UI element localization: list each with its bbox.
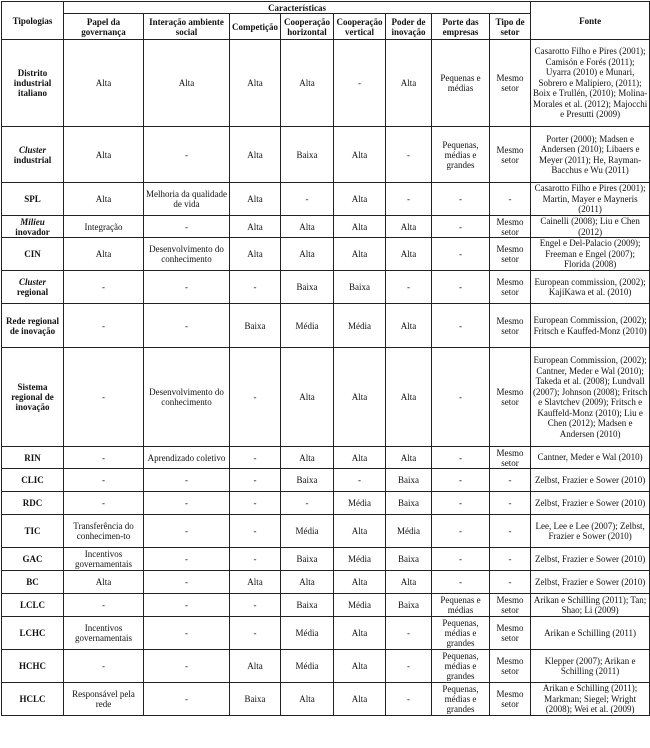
table-row bbox=[2, 650, 650, 683]
characteristic-cell: - bbox=[432, 548, 490, 571]
source-cell: Arikan e Schilling (2011); Tan; Shao; Li (2009) bbox=[531, 594, 650, 617]
characteristic-cell: Alta bbox=[64, 571, 144, 594]
source-cell: Arikan e Schilling (2011); Markman; Siegel; Wright (2008); Wei et al. (2009) bbox=[531, 683, 650, 716]
table-row bbox=[2, 469, 650, 492]
source-cell: Cantner, Meder e Wal (2010) bbox=[531, 447, 650, 469]
typology-cell bbox=[2, 447, 64, 469]
document-page bbox=[1, 1, 649, 716]
typology-name: industrial bbox=[13, 154, 52, 165]
source-cell: Arikan e Schilling (2011) bbox=[531, 617, 650, 650]
table-row bbox=[2, 617, 650, 650]
characteristic-cell: Alta bbox=[230, 183, 281, 216]
typologies-table bbox=[1, 1, 650, 716]
characteristic-cell: Média bbox=[386, 515, 432, 548]
characteristic-cell: Alta bbox=[386, 304, 432, 348]
characteristic-cell: Mesmo setor bbox=[490, 594, 531, 617]
typology-cell bbox=[2, 183, 64, 216]
characteristic-cell: Desenvolvimento do conhecimento bbox=[144, 238, 230, 271]
characteristic-cell: - bbox=[144, 469, 230, 492]
characteristic-cell: - bbox=[386, 127, 432, 183]
characteristic-cell: Mesmo setor bbox=[490, 271, 531, 304]
characteristic-cell: Média bbox=[334, 492, 386, 515]
characteristic-cell: - bbox=[432, 515, 490, 548]
characteristic-cell: Incentivos governamentais bbox=[64, 617, 144, 650]
table-row bbox=[2, 238, 650, 271]
typology-name: GAC bbox=[22, 554, 43, 564]
source-cell: Zelbst, Frazier e Sower (2010) bbox=[531, 469, 650, 492]
characteristic-cell: - bbox=[490, 183, 531, 216]
typology-cell bbox=[2, 271, 64, 304]
characteristic-cell: Alta bbox=[64, 40, 144, 127]
table-row bbox=[2, 515, 650, 548]
characteristic-cell: Alta bbox=[64, 238, 144, 271]
characteristic-cell: Pequenas, médias e grandes bbox=[432, 127, 490, 183]
characteristic-cell: - bbox=[230, 594, 281, 617]
header-tipologias: Tipologias bbox=[2, 2, 64, 40]
characteristic-cell: - bbox=[144, 304, 230, 348]
characteristic-cell: Média bbox=[334, 304, 386, 348]
typology-name: HCLC bbox=[19, 694, 46, 704]
characteristic-cell: Baixa bbox=[281, 548, 334, 571]
characteristic-cell: Alta bbox=[230, 571, 281, 594]
source-cell: Casarotto Filho e Pires (2001); Martin, Mayer e Mayneris (2011) bbox=[531, 183, 650, 216]
characteristic-cell: - bbox=[432, 469, 490, 492]
characteristic-cell: - bbox=[432, 304, 490, 348]
typology-cell bbox=[2, 548, 64, 571]
characteristic-cell: Alta bbox=[334, 650, 386, 683]
header-col-coop-horizontal: Cooperação horizontal bbox=[281, 14, 334, 40]
characteristic-cell: - bbox=[64, 594, 144, 617]
header-col-porte: Porte das empresas bbox=[432, 14, 490, 40]
characteristic-cell: - bbox=[64, 447, 144, 469]
table-row bbox=[2, 216, 650, 238]
characteristic-cell: - bbox=[230, 492, 281, 515]
characteristic-cell: Melhoria da qualidade de vida bbox=[144, 183, 230, 216]
characteristic-cell: - bbox=[230, 348, 281, 447]
characteristic-cell: Baixa bbox=[386, 469, 432, 492]
characteristic-cell: - bbox=[432, 447, 490, 469]
characteristic-cell: - bbox=[334, 40, 386, 127]
typology-name: SPL bbox=[24, 194, 41, 204]
characteristic-cell: - bbox=[432, 348, 490, 447]
typology-cell bbox=[2, 683, 64, 716]
characteristic-cell: Alta bbox=[281, 216, 334, 238]
characteristic-cell: Transferência do conhecimen-to bbox=[64, 515, 144, 548]
characteristic-cell: Alta bbox=[386, 238, 432, 271]
characteristic-cell: Alta bbox=[281, 683, 334, 716]
typology-name: LCHC bbox=[19, 628, 46, 638]
table-row bbox=[2, 40, 650, 127]
table-row bbox=[2, 594, 650, 617]
typology-cell bbox=[2, 594, 64, 617]
characteristic-cell: Integração bbox=[64, 216, 144, 238]
characteristic-cell: Responsável pela rede bbox=[64, 683, 144, 716]
characteristic-cell: Média bbox=[281, 304, 334, 348]
characteristic-cell: - bbox=[386, 183, 432, 216]
characteristic-cell: - bbox=[144, 515, 230, 548]
typology-cell bbox=[2, 40, 64, 127]
header-col-competicao: Competição bbox=[230, 14, 281, 40]
typology-cell bbox=[2, 216, 64, 238]
characteristic-cell: Alta bbox=[334, 348, 386, 447]
typology-name: Sistema regional de inovação bbox=[11, 382, 54, 412]
characteristic-cell: - bbox=[144, 127, 230, 183]
characteristic-cell: - bbox=[281, 492, 334, 515]
characteristic-cell: Desenvolvimento do conhecimento bbox=[144, 348, 230, 447]
header-col-coop-vertical: Cooperação vertical bbox=[334, 14, 386, 40]
characteristic-cell: - bbox=[432, 216, 490, 238]
characteristic-cell: - bbox=[386, 271, 432, 304]
header-caracteristicas: Características bbox=[64, 2, 531, 14]
source-cell: Engel e Del-Palacio (2009); Freeman e Engel (2007); Florida (2008) bbox=[531, 238, 650, 271]
characteristic-cell: - bbox=[490, 548, 531, 571]
typology-name: CIN bbox=[24, 249, 41, 259]
characteristic-cell: Alta bbox=[386, 447, 432, 469]
characteristic-cell: - bbox=[144, 617, 230, 650]
characteristic-cell: - bbox=[432, 571, 490, 594]
typology-cell bbox=[2, 617, 64, 650]
table-header bbox=[2, 2, 650, 40]
characteristic-cell: Baixa bbox=[386, 594, 432, 617]
characteristic-cell: Alta bbox=[334, 183, 386, 216]
table-row bbox=[2, 348, 650, 447]
characteristic-cell: - bbox=[230, 469, 281, 492]
characteristic-cell: Mesmo setor bbox=[490, 127, 531, 183]
characteristic-cell: Alta bbox=[386, 348, 432, 447]
typology-name: LCLC bbox=[19, 600, 45, 610]
header-col-poder-inovacao: Poder de inovação bbox=[386, 14, 432, 40]
characteristic-cell: Alta bbox=[64, 127, 144, 183]
typology-name: inovador bbox=[15, 226, 50, 237]
typology-cell bbox=[2, 304, 64, 348]
characteristic-cell: Alta bbox=[281, 571, 334, 594]
source-cell: Klepper (2007); Arikan e Schilling (2011) bbox=[531, 650, 650, 683]
source-cell: European commission, (2002); KajiKawa et al. (2010) bbox=[531, 271, 650, 304]
source-cell: European Commission, (2002); Fritsch e Kauffed-Monz (2010) bbox=[531, 304, 650, 348]
characteristic-cell: Baixa bbox=[230, 683, 281, 716]
typology-cell bbox=[2, 571, 64, 594]
source-cell: Porter (2000); Madsen e Andersen (2010); Libaers e Meyer (2011); He, Rayman-Bacchus e Wu (2011) bbox=[531, 127, 650, 183]
characteristic-cell: Baixa bbox=[281, 271, 334, 304]
characteristic-cell: - bbox=[144, 594, 230, 617]
characteristic-cell: Mesmo setor bbox=[490, 650, 531, 683]
typology-cell bbox=[2, 492, 64, 515]
characteristic-cell: Baixa bbox=[281, 127, 334, 183]
characteristic-cell: Alta bbox=[230, 127, 281, 183]
header-col-governanca: Papel da governança bbox=[64, 14, 144, 40]
characteristic-cell: - bbox=[490, 571, 531, 594]
source-cell: Cainelli (2008); Liu e Chen (2012) bbox=[531, 216, 650, 238]
table-row bbox=[2, 571, 650, 594]
characteristic-cell: Alta bbox=[334, 683, 386, 716]
characteristic-cell: Pequenas, médias e grandes bbox=[432, 650, 490, 683]
characteristic-cell: - bbox=[490, 515, 531, 548]
characteristic-cell: Pequenas e médias bbox=[432, 594, 490, 617]
characteristic-cell: Alta bbox=[281, 348, 334, 447]
typology-cell bbox=[2, 515, 64, 548]
characteristic-cell: - bbox=[144, 216, 230, 238]
characteristic-cell: Baixa bbox=[230, 304, 281, 348]
characteristic-cell: Mesmo setor bbox=[490, 683, 531, 716]
typology-name: Rede regional de inovação bbox=[5, 315, 60, 336]
characteristic-cell: Alta bbox=[64, 183, 144, 216]
characteristic-cell: - bbox=[64, 650, 144, 683]
typology-name: regional bbox=[16, 287, 49, 297]
characteristic-cell: Média bbox=[281, 515, 334, 548]
characteristic-cell: - bbox=[230, 515, 281, 548]
typology-name: TIC bbox=[24, 526, 41, 536]
typology-cell bbox=[2, 469, 64, 492]
characteristic-cell: - bbox=[230, 447, 281, 469]
characteristic-cell: - bbox=[490, 492, 531, 515]
characteristic-cell: Alta bbox=[334, 238, 386, 271]
characteristic-cell: Baixa bbox=[281, 469, 334, 492]
characteristic-cell: Incentivos governamentais bbox=[64, 548, 144, 571]
table-body bbox=[2, 40, 650, 716]
typology-cell bbox=[2, 348, 64, 447]
characteristic-cell: Baixa bbox=[386, 548, 432, 571]
characteristic-cell: - bbox=[64, 271, 144, 304]
source-cell: Zelbst, Frazier e Sower (2010) bbox=[531, 571, 650, 594]
characteristic-cell: - bbox=[432, 492, 490, 515]
characteristic-cell: Baixa bbox=[386, 492, 432, 515]
characteristic-cell: Alta bbox=[230, 650, 281, 683]
typology-name: Distrito industrial italiano bbox=[13, 68, 52, 98]
typology-name: RDC bbox=[22, 498, 43, 508]
characteristic-cell: - bbox=[386, 683, 432, 716]
typology-name: HCHC bbox=[19, 661, 46, 671]
characteristic-cell: Alta bbox=[144, 40, 230, 127]
table-row bbox=[2, 548, 650, 571]
characteristic-cell: Mesmo setor bbox=[490, 40, 531, 127]
header-col-interacao: Interação ambiente social bbox=[144, 14, 230, 40]
characteristic-cell: Média bbox=[334, 594, 386, 617]
table-row bbox=[2, 183, 650, 216]
characteristic-cell: Alta bbox=[386, 571, 432, 594]
table-row bbox=[2, 683, 650, 716]
characteristic-cell: Mesmo setor bbox=[490, 238, 531, 271]
table-row bbox=[2, 271, 650, 304]
characteristic-cell: Mesmo setor bbox=[490, 447, 531, 469]
characteristic-cell: Alta bbox=[334, 617, 386, 650]
table-row bbox=[2, 127, 650, 183]
table-row bbox=[2, 304, 650, 348]
characteristic-cell: Baixa bbox=[334, 271, 386, 304]
typology-italic-term: Cluster bbox=[18, 277, 46, 287]
characteristic-cell: - bbox=[144, 650, 230, 683]
characteristic-cell: - bbox=[432, 271, 490, 304]
characteristic-cell: - bbox=[144, 571, 230, 594]
characteristic-cell: Alta bbox=[281, 238, 334, 271]
header-col-tipo-setor: Tipo de setor bbox=[490, 14, 531, 40]
characteristic-cell: - bbox=[432, 183, 490, 216]
characteristic-cell: Alta bbox=[281, 447, 334, 469]
source-cell: European Commission, (2002); Cantner, Meder e Wal (2010); Takeda et al. (2008); Lundvall (2007); Johnson (2008); Fritsch e Slavtchev (2009); Fritsch e Kauffeld-Monz (2010); Liu e Chen (2012); Madsen e Andersen (2010) bbox=[531, 348, 650, 447]
characteristic-cell: Alta bbox=[334, 447, 386, 469]
characteristic-cell: - bbox=[64, 492, 144, 515]
characteristic-cell: - bbox=[64, 469, 144, 492]
characteristic-cell: Alta bbox=[386, 216, 432, 238]
characteristic-cell: Alta bbox=[334, 127, 386, 183]
characteristic-cell: - bbox=[386, 650, 432, 683]
characteristic-cell: - bbox=[432, 238, 490, 271]
typology-cell bbox=[2, 650, 64, 683]
source-cell: Lee, Lee e Lee (2007); Zelbst, Frazier e Sower (2010) bbox=[531, 515, 650, 548]
typology-italic-term: Cluster bbox=[18, 144, 46, 155]
source-cell: Casarotto Filho e Pires (2001); Camisón e Forés (2011); Uyarra (2010) e Munari, Sobrero e Malipiero, (2011); Boix e Trullén, (2010); Molina-Morales et al. (2012); Majocchi e Presutti (2009) bbox=[531, 40, 650, 127]
characteristic-cell: Mesmo setor bbox=[490, 304, 531, 348]
characteristic-cell: Alta bbox=[334, 515, 386, 548]
characteristic-cell: - bbox=[281, 183, 334, 216]
characteristic-cell: - bbox=[490, 469, 531, 492]
characteristic-cell: - bbox=[144, 548, 230, 571]
characteristic-cell: Alta bbox=[334, 571, 386, 594]
characteristic-cell: Baixa bbox=[281, 594, 334, 617]
table-row bbox=[2, 492, 650, 515]
characteristic-cell: - bbox=[230, 271, 281, 304]
typology-name: RIN bbox=[24, 452, 41, 463]
characteristic-cell: - bbox=[144, 271, 230, 304]
characteristic-cell: - bbox=[64, 348, 144, 447]
characteristic-cell: Mesmo setor bbox=[490, 216, 531, 238]
characteristic-cell: - bbox=[230, 548, 281, 571]
characteristic-cell: Mesmo setor bbox=[490, 348, 531, 447]
characteristic-cell: Alta bbox=[281, 40, 334, 127]
characteristic-cell: Média bbox=[281, 650, 334, 683]
characteristic-cell: Alta bbox=[230, 40, 281, 127]
characteristic-cell: Pequenas, médias e grandes bbox=[432, 617, 490, 650]
characteristic-cell: - bbox=[230, 617, 281, 650]
characteristic-cell: - bbox=[144, 492, 230, 515]
typology-italic-term: Milieu bbox=[20, 216, 45, 227]
header-fonte: Fonte bbox=[531, 2, 650, 40]
typology-name: CLIC bbox=[21, 475, 44, 485]
source-cell: Zelbst, Frazier e Sower (2010) bbox=[531, 492, 650, 515]
table-row bbox=[2, 447, 650, 469]
characteristic-cell: Mesmo setor bbox=[490, 617, 531, 650]
characteristic-cell: Alta bbox=[230, 216, 281, 238]
source-cell: Zelbst, Frazier e Sower (2010) bbox=[531, 548, 650, 571]
characteristic-cell: - bbox=[144, 683, 230, 716]
characteristic-cell: Alta bbox=[334, 216, 386, 238]
characteristic-cell: Média bbox=[334, 548, 386, 571]
typology-name: BC bbox=[26, 577, 39, 587]
characteristic-cell: Média bbox=[281, 617, 334, 650]
typology-cell bbox=[2, 238, 64, 271]
characteristic-cell: Aprendizado coletivo bbox=[144, 447, 230, 469]
characteristic-cell: - bbox=[386, 617, 432, 650]
characteristic-cell: - bbox=[64, 304, 144, 348]
characteristic-cell: Pequenas, médias e grandes bbox=[432, 683, 490, 716]
characteristic-cell: Alta bbox=[386, 40, 432, 127]
characteristic-cell: Pequenas e médias bbox=[432, 40, 490, 127]
characteristic-cell: Alta bbox=[230, 238, 281, 271]
typology-cell bbox=[2, 127, 64, 183]
characteristic-cell: - bbox=[334, 469, 386, 492]
